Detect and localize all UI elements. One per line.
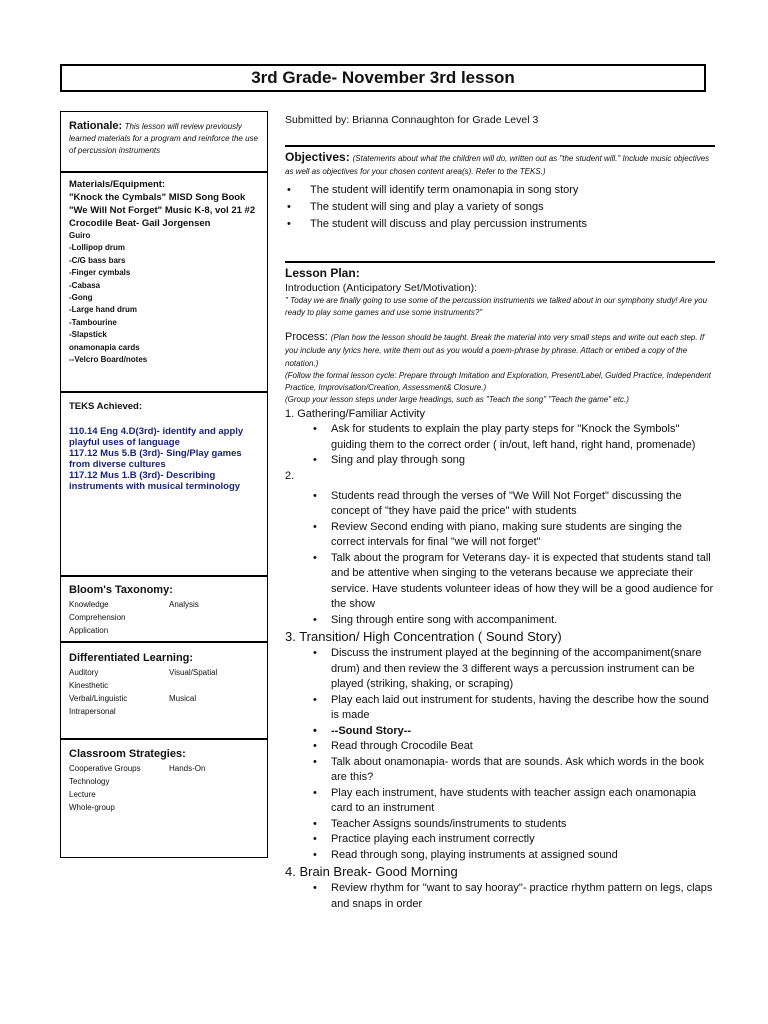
differentiated-item — [169, 705, 259, 718]
intro-quote: " Today we are finally going to use some of the percussion instruments we talked about in our symphony study! Are you ready to play some games and use some instruments?" — [285, 296, 708, 317]
section-2-heading: 2. — [285, 469, 295, 482]
differentiated-label: Differentiated Learning: — [69, 652, 194, 664]
objectives-section — [285, 151, 715, 233]
transition-step: • Play each instrument, have students with teacher assign each onamonapia card to an instrument — [285, 786, 715, 817]
strategy-item: Hands-On — [169, 764, 206, 773]
differentiated-item: Auditory — [69, 668, 99, 677]
gathering-step: • Sing and play through song — [285, 453, 715, 469]
strategy-item: Lecture — [69, 790, 96, 799]
differentiated-item: Visual/Spatial — [169, 668, 218, 677]
rationale-box — [60, 111, 268, 172]
gathering-step: • Ask for students to explain the play party steps for "Knock the Symbols" guiding them to the correct order ( in/out, left hand, right hand, promenade) — [285, 422, 715, 453]
materials-item-list — [69, 230, 259, 366]
material-item: onamonapia cards — [69, 342, 140, 352]
strategy-item — [169, 788, 259, 801]
strategy-item — [169, 801, 259, 814]
section-brain-break-list — [285, 881, 715, 912]
teks-label: TEKS Achieved: — [69, 401, 143, 412]
teks-item: 117.12 Mus 5.B (3rd)- Sing/Play games from diverse cultures — [69, 448, 242, 470]
differentiated-item: Kinesthetic — [69, 681, 109, 690]
material-item: -Tambourine — [69, 317, 117, 327]
material-item: -Large hand drum — [69, 305, 138, 315]
material-item: -Gong — [69, 293, 93, 303]
differentiated-grid — [69, 666, 259, 718]
section-brain-break-heading: 4. Brain Break- Good Morning — [285, 864, 458, 879]
section-transition-list — [285, 646, 715, 863]
material-main-item: "Knock the Cymbals" MISD Song Book — [69, 192, 246, 203]
differentiated-item — [169, 679, 259, 692]
strategies-label: Classroom Strategies: — [69, 748, 186, 760]
material-item: -Cabasa — [69, 280, 101, 290]
material-item: -Slapstick — [69, 330, 107, 340]
page-title: 3rd Grade- November 3rd lesson — [60, 64, 706, 92]
blooms-box — [60, 576, 268, 642]
section-2-step: • Sing through entire song with accompaniment. — [285, 613, 715, 629]
lesson-plan-section — [285, 266, 715, 912]
materials-box — [60, 172, 268, 392]
teks-item: 110.14 Eng 4.D(3rd)- identify and apply playful uses of language — [69, 426, 244, 448]
section-gathering-list — [285, 422, 715, 469]
objective-item: • The student will sing and play a variety of songs — [285, 199, 715, 216]
material-main-item: "We Will Not Forget" Music K-8, vol 21 #2 — [69, 205, 256, 216]
differentiated-item: Verbal/Linguistic — [69, 694, 128, 703]
lesson-plan-divider — [285, 261, 715, 263]
process-label: Process: — [285, 331, 328, 343]
blooms-item — [169, 611, 259, 624]
transition-step: • --Sound Story-- — [285, 724, 715, 740]
rationale-label: Rationale — [69, 120, 119, 132]
blooms-item: Application — [69, 626, 109, 635]
strategy-item: Technology — [69, 777, 110, 786]
strategy-item — [169, 775, 259, 788]
rationale-colon: : — [118, 120, 123, 132]
blooms-item: Knowledge — [69, 600, 109, 609]
transition-step: • Play each laid out instrument for students, having the describe how the sound is made — [285, 693, 715, 724]
strategy-item: Whole-group — [69, 803, 115, 812]
differentiated-box — [60, 642, 268, 739]
blooms-grid — [69, 598, 259, 637]
materials-label: Materials/Equipment: — [69, 179, 166, 190]
blooms-label: Bloom's Taxonomy: — [69, 584, 173, 596]
blooms-item — [169, 624, 259, 637]
objectives-label: Objectives: — [285, 150, 350, 164]
objectives-list — [285, 182, 715, 233]
process-note-grouping: (Group your lesson steps under large headings, such as "Teach the song" "Teach the game" etc.) — [285, 395, 629, 404]
transition-step: • Teacher Assigns sounds/instruments to students — [285, 817, 715, 833]
section-2-list — [285, 489, 715, 629]
teks-list — [69, 426, 259, 492]
strategies-grid — [69, 762, 259, 814]
blooms-item: Analysis — [169, 600, 199, 609]
differentiated-item: Intrapersonal — [69, 707, 116, 716]
objective-item: • The student will identify term onamonapia in song story — [285, 182, 715, 199]
section-gathering-heading: 1. Gathering/Familiar Activity — [285, 408, 425, 420]
transition-step: • Discuss the instrument played at the beginning of the accompaniment(snare drum) and then review the 3 different ways a percussion instrument can be played (striking, shaking, or scraping) — [285, 646, 715, 693]
objectives-note: (Statements about what the children will do, written out as "the student will." Include music objectives as well as objectives for your chosen content area(s). Refer to the TEKS.) — [285, 154, 710, 176]
section-transition-heading: 3. Transition/ High Concentration ( Sound Story) — [285, 629, 562, 644]
materials-main-list — [69, 191, 259, 230]
blooms-item: Comprehension — [69, 613, 126, 622]
submitted-by: Submitted by: Brianna Connaughton for Grade Level 3 — [285, 114, 539, 126]
transition-step: • Read through song, playing instruments at assigned sound — [285, 848, 715, 864]
material-item: -Lollipop drum — [69, 243, 125, 253]
transition-step: • Read through Crocodile Beat — [285, 739, 715, 755]
section-2-step: • Talk about the program for Veterans day- it is expected that students stand tall and be attentive when singing to the veterans because we appreciate their service. Have students volunteer ideas of how they will be a good audience for the show — [285, 551, 715, 613]
brain-break-step: • Review rhythm for "want to say hooray"- practice rhythm pattern on legs, claps and snaps in order — [285, 881, 715, 912]
lesson-plan-label: Lesson Plan: — [285, 266, 360, 280]
objectives-divider — [285, 145, 715, 147]
material-item: --Velcro Board/notes — [69, 355, 148, 365]
transition-step: • Talk about onamonapia- words that are sounds. Ask which words in the book are this? — [285, 755, 715, 786]
process-note-cycle: (Follow the formal lesson cycle: Prepare through Imitation and Exploration, Present/Label, Guided Practice, Independent Practice, Improvisation/Creation, Assessment& Closure.) — [285, 371, 712, 392]
intro-label: Introduction (Anticipatory Set/Motivation): — [285, 282, 478, 294]
strategy-item: Cooperative Groups — [69, 764, 141, 773]
material-item: Guiro — [69, 231, 91, 240]
section-2-step: • Students read through the verses of "We Will Not Forget" discussing the concept of "they have paid the price" with students — [285, 489, 715, 520]
rationale-text: This lesson will review previously learned materials for a program and reinforce the use of percussion instruments — [69, 122, 258, 155]
teks-item: 117.12 Mus 1.B (3rd)- Describing instruments with musical terminology — [69, 470, 241, 492]
strategies-box — [60, 739, 268, 858]
material-item: -Finger cymbals — [69, 268, 131, 278]
transition-step: • Practice playing each instrument correctly — [285, 832, 715, 848]
objective-item: • The student will discuss and play percussion instruments — [285, 216, 715, 233]
differentiated-item: Musical — [169, 694, 197, 703]
material-main-item: Crocodile Beat- Gail Jorgensen — [69, 218, 211, 229]
section-2-step: • Review Second ending with piano, making sure students are singing the correct intervals for final "we will not forget" — [285, 520, 715, 551]
material-item: -C/G bass bars — [69, 255, 126, 265]
teks-box — [60, 392, 268, 576]
process-note: (Plan how the lesson should be taught. Break the material into very small steps and write out each step. If you include any lyrics here, write them out as you would a poem-phrase by phrase. Attach or embed a copy of the notation.) — [285, 333, 705, 368]
